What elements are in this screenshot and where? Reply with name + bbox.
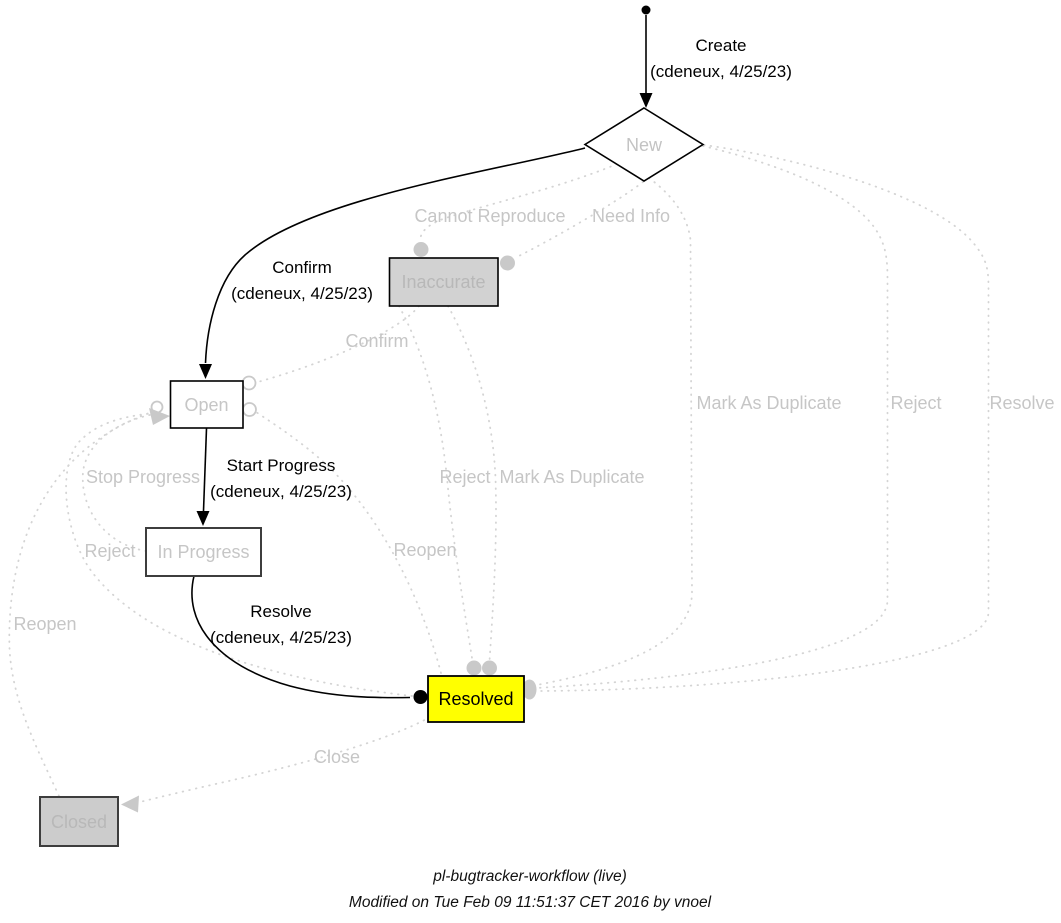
- label-reject-right: Reject: [890, 393, 942, 413]
- footer-modified: Modified on Tue Feb 09 11:51:37 CET 2016 by vnoel: [348, 894, 712, 911]
- active-edge-labels: [210, 36, 792, 647]
- label-close: Close: [313, 747, 361, 767]
- label-reopen-left: Reopen: [13, 614, 77, 634]
- label-confirm: Confirm: [272, 258, 332, 277]
- label-confirm-inactive: Confirm: [345, 331, 409, 351]
- node-closed-label: Closed: [50, 812, 108, 832]
- edge-reject-new: [537, 146, 888, 688]
- initial-state-icon: [642, 6, 651, 15]
- node-open-label: Open: [184, 395, 229, 415]
- endpoint-dot-resolved-top-2: [482, 661, 497, 676]
- active-edges: [192, 6, 653, 705]
- endpoint-circle-open-right-2: [243, 403, 256, 416]
- label-need-info: Need Info: [591, 206, 671, 226]
- label-reject-middle: Reject: [439, 467, 491, 487]
- label-resolve-right: Resolve: [989, 393, 1055, 413]
- label-create: Create: [695, 36, 747, 55]
- node-inaccurate-label: Inaccurate: [401, 272, 486, 292]
- label-create-annotation: (cdeneux, 4/25/23): [650, 62, 792, 81]
- label-cannot-reproduce: Cannot Reproduce: [414, 206, 566, 226]
- diagram-footer: [349, 868, 712, 911]
- arrowhead-create: [640, 93, 653, 108]
- node-resolved: [428, 676, 524, 722]
- label-resolve: Resolve: [250, 602, 312, 621]
- edge-cannot-reproduce: [420, 164, 617, 242]
- arrowhead-confirm: [199, 364, 212, 379]
- label-reject-left: Reject: [84, 541, 136, 561]
- label-mark-as-duplicate-middle: Mark As Duplicate: [499, 467, 645, 487]
- node-closed: [40, 797, 118, 846]
- node-open: [171, 381, 244, 428]
- endpoint-dot-resolved-top-1: [467, 661, 482, 676]
- edge-resolve-new: [538, 145, 989, 691]
- edge-mark-as-duplicate-new: [537, 178, 692, 685]
- edge-start-progress: [204, 429, 207, 512]
- node-in-progress-label: In Progress: [157, 542, 250, 562]
- arrowhead-into-closed: [121, 796, 139, 813]
- arrowhead-resolve-dot: [414, 690, 428, 704]
- node-inaccurate: [390, 258, 499, 306]
- label-resolve-annotation: (cdeneux, 4/25/23): [210, 628, 352, 647]
- endpoint-dot-inaccurate-top: [414, 242, 429, 257]
- label-start-progress-annotation: (cdeneux, 4/25/23): [210, 482, 352, 501]
- node-resolved-label: Resolved: [438, 689, 514, 709]
- node-in-progress: [146, 528, 261, 576]
- arrowhead-start-progress: [197, 511, 210, 526]
- label-reopen-middle: Reopen: [393, 540, 457, 560]
- footer-title: pl-bugtracker-workflow (live): [433, 868, 627, 885]
- endpoint-circle-open-right-1: [243, 377, 256, 390]
- label-confirm-annotation: (cdeneux, 4/25/23): [231, 284, 373, 303]
- endpoint-dot-inaccurate-right: [500, 256, 515, 271]
- label-stop-progress: Stop Progress: [85, 467, 201, 487]
- label-mark-as-duplicate-right: Mark As Duplicate: [696, 393, 842, 413]
- label-start-progress: Start Progress: [226, 456, 336, 475]
- node-new: [585, 108, 703, 181]
- edge-close: [140, 717, 430, 802]
- node-new-label: New: [625, 135, 663, 155]
